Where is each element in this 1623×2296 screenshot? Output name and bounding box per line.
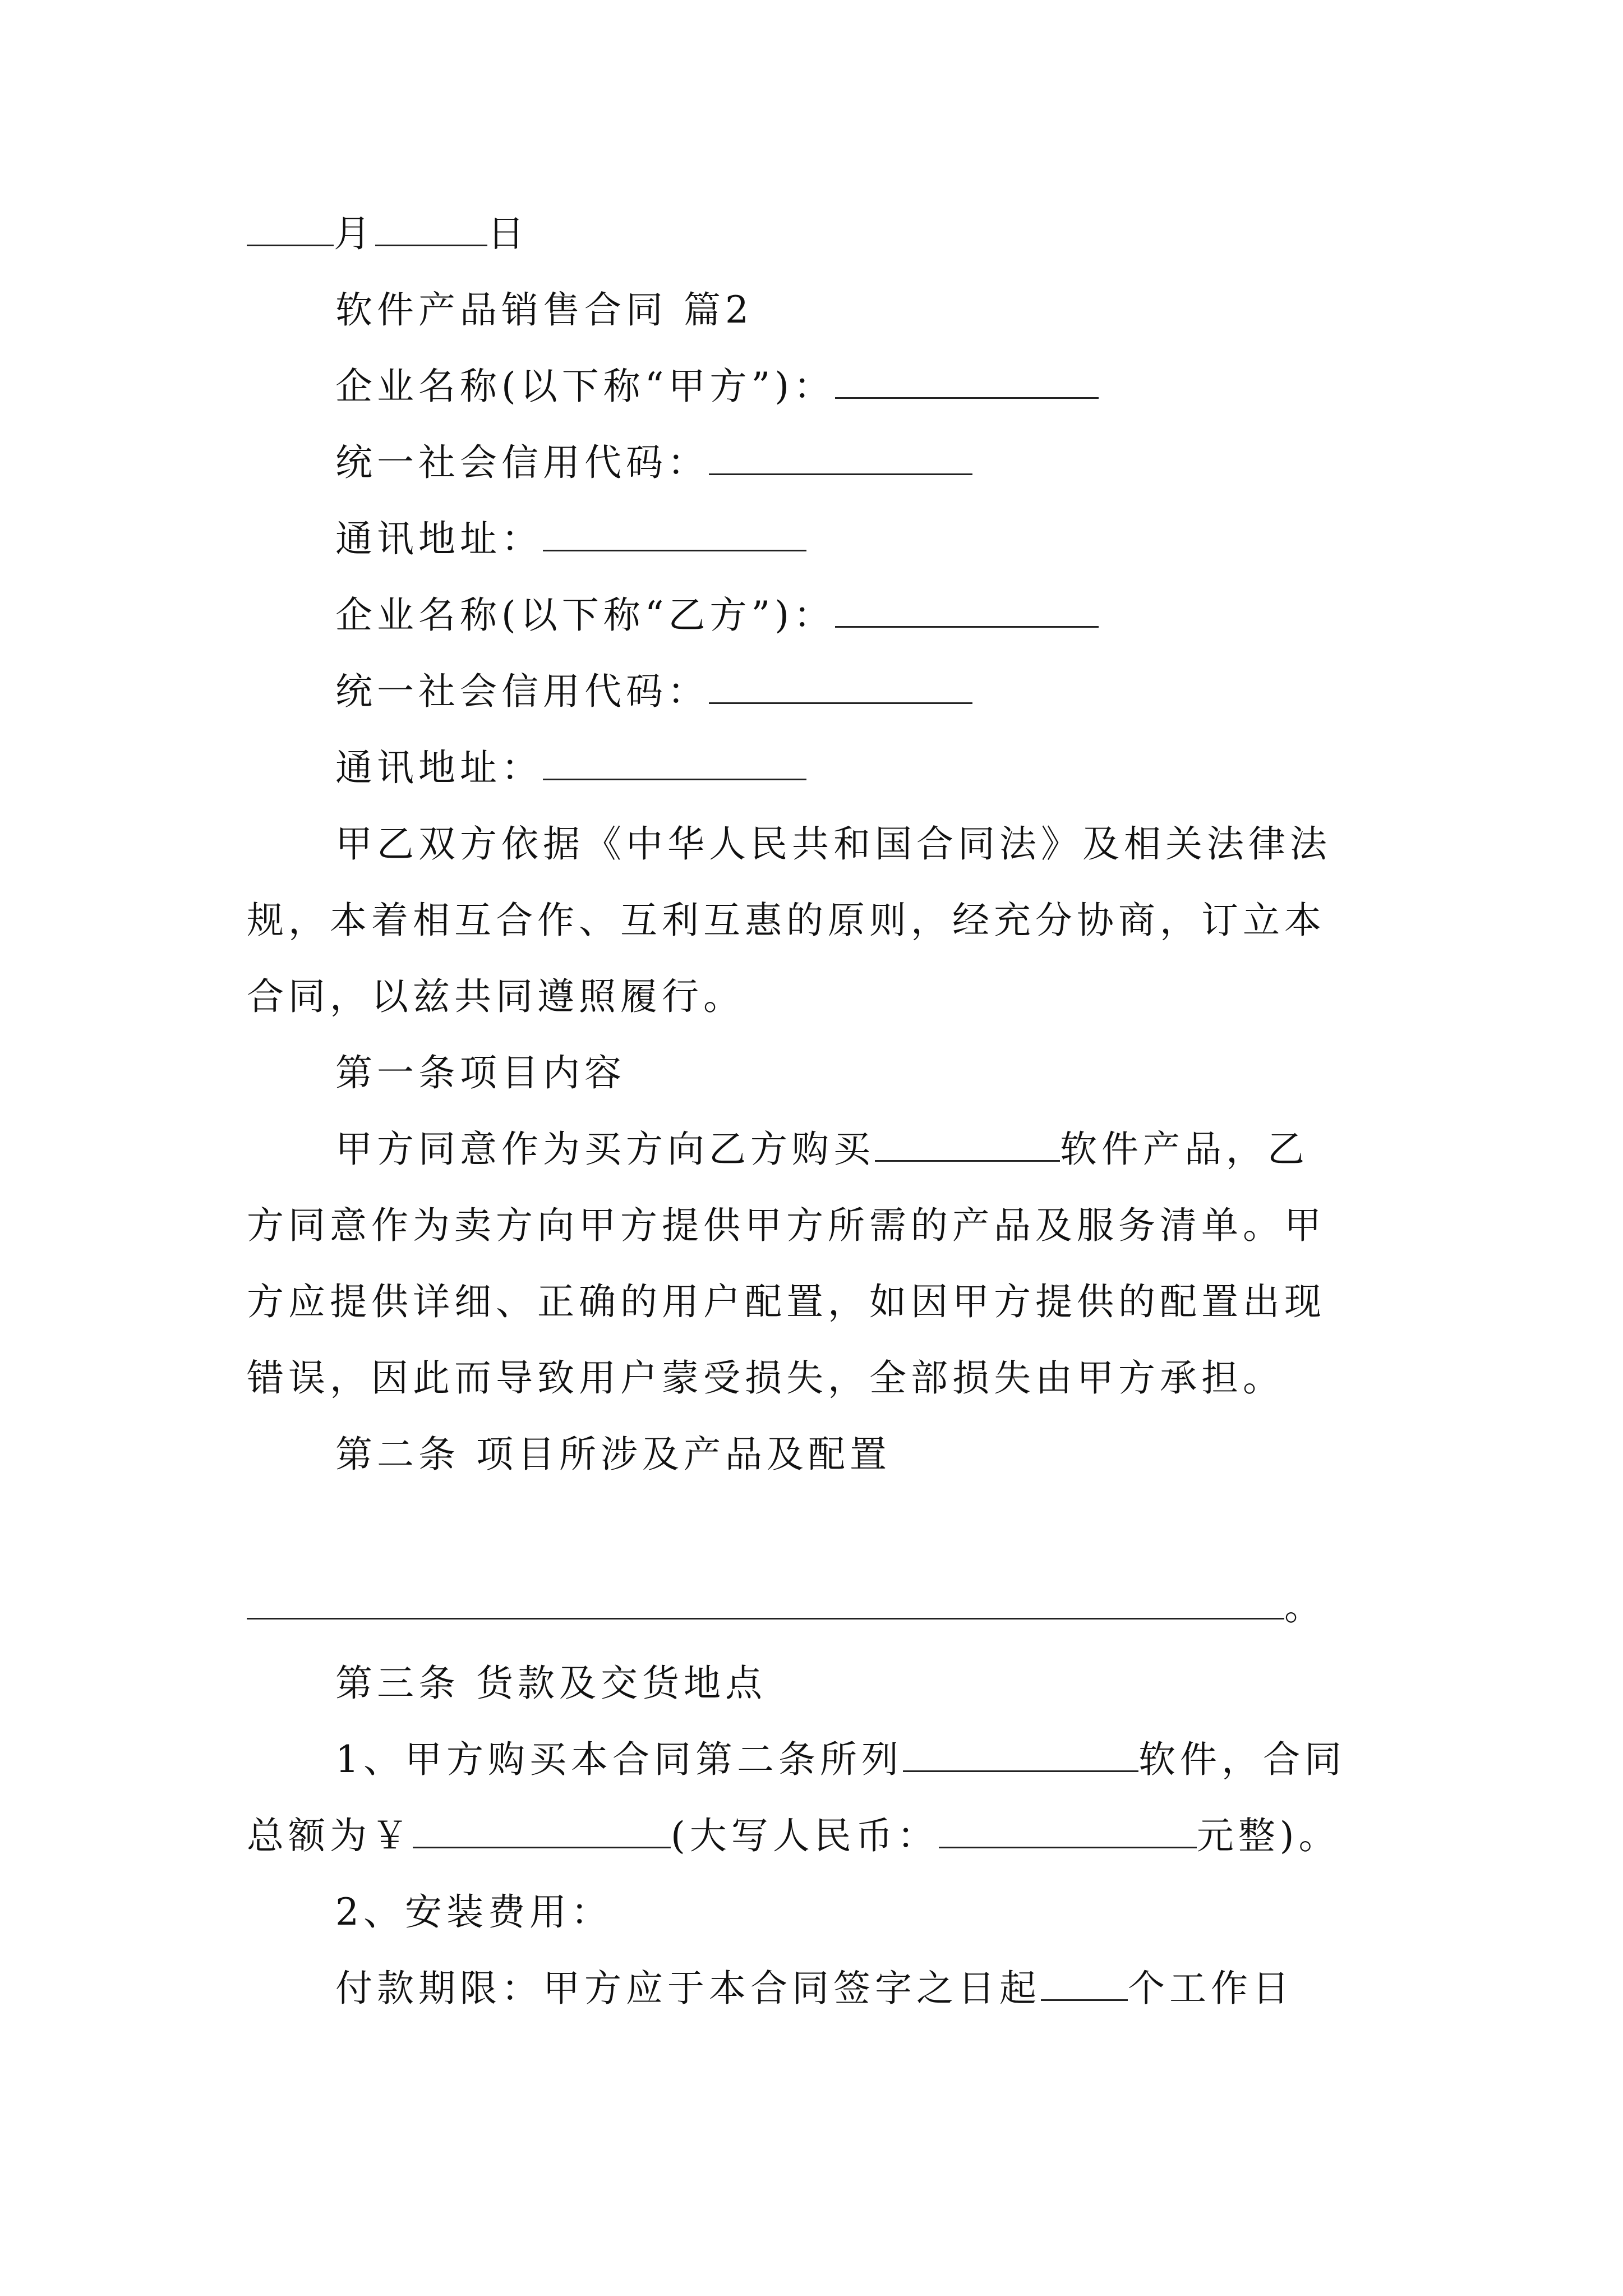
party-b-address-blank — [543, 746, 806, 780]
party-a-address-blank — [543, 517, 806, 551]
intro-line-2: 规，本着相互合作、互利互惠的原则，经充分协商，订立本 — [247, 899, 1326, 942]
payment-term-text: 付款期限：甲方应于本合同签字之日起 — [335, 1967, 1041, 2010]
party-b-credit-code — [335, 666, 972, 717]
party-b-credit-code-label: 统一社会信用代码： — [335, 670, 709, 713]
intro-line-1: 甲乙双方依据《中华人民共和国合同法》及相关法律法 — [335, 822, 1331, 866]
party-a-address-label: 通讯地址： — [335, 517, 543, 560]
article3-item1-text: 1、甲方购买本合同第二条所列 — [335, 1738, 903, 1781]
uppercase-amount-label: (大写人民币： — [671, 1814, 939, 1857]
article1-heading: 第一条项目内容 — [335, 1051, 626, 1094]
article2-long-blank — [247, 1585, 1284, 1619]
party-b-address — [335, 743, 806, 793]
article1-line-2: 方同意作为卖方向甲方提供甲方所需的产品及服务清单。甲 — [247, 1204, 1326, 1247]
day-blank — [375, 212, 487, 246]
party-a-credit-code — [335, 438, 972, 488]
party-a-credit-code-label: 统一社会信用代码： — [335, 441, 709, 484]
article1-line-1-text: 甲方同意作为买方向乙方购买 — [335, 1128, 875, 1171]
software-name-blank — [875, 1128, 1060, 1162]
party-b-name — [335, 590, 1099, 641]
party-b-address-label: 通讯地址： — [335, 746, 543, 789]
article3-item1-line-1 — [335, 1734, 1346, 1785]
article2-end-mark: 。 — [1284, 1585, 1326, 1628]
intro-line-3: 合同，以兹共同遵照履行。 — [247, 975, 745, 1018]
month-blank — [247, 212, 334, 246]
date-line — [247, 209, 529, 259]
article1-line-1-tail: 软件产品，乙 — [1060, 1128, 1309, 1171]
article2-heading: 第二条 项目所涉及产品及配置 — [335, 1433, 891, 1476]
total-amount-label: 总额为￥ — [247, 1814, 413, 1857]
software-list-blank — [903, 1738, 1138, 1772]
party-b-name-label: 企业名称(以下称“乙方”)： — [335, 593, 835, 637]
party-a-credit-code-blank — [709, 441, 972, 475]
party-b-name-blank — [835, 593, 1099, 628]
party-a-name-label: 企业名称(以下称“甲方”)： — [335, 365, 835, 408]
party-a-name-blank — [835, 365, 1099, 399]
day-label: 日 — [487, 212, 529, 255]
payment-days-blank — [1041, 1967, 1128, 2001]
payment-term-tail: 个工作日 — [1128, 1967, 1294, 2010]
total-amount-blank — [413, 1814, 671, 1848]
article3-item1-line-2 — [247, 1811, 1340, 1861]
party-a-address — [335, 514, 806, 564]
article3-item2: 2、安装费用： — [335, 1890, 612, 1934]
month-label: 月 — [334, 212, 375, 255]
party-b-credit-code-blank — [709, 670, 972, 704]
amount-suffix: 元整)。 — [1196, 1814, 1340, 1857]
article2-fill-line — [247, 1582, 1326, 1632]
article1-line-3: 方应提供详细、正确的用户配置，如因甲方提供的配置出现 — [247, 1280, 1326, 1323]
article1-line-1 — [335, 1124, 1309, 1175]
article3-item1-tail: 软件，合同 — [1138, 1738, 1346, 1781]
article3-heading: 第三条 货款及交货地点 — [335, 1662, 767, 1705]
article1-line-4: 错误，因此而导致用户蒙受损失，全部损失由甲方承担。 — [247, 1356, 1284, 1400]
document-title: 软件产品销售合同 篇2 — [335, 288, 753, 332]
party-a-name — [335, 361, 1099, 412]
payment-term-line — [335, 1963, 1294, 2014]
uppercase-amount-blank — [939, 1814, 1197, 1848]
